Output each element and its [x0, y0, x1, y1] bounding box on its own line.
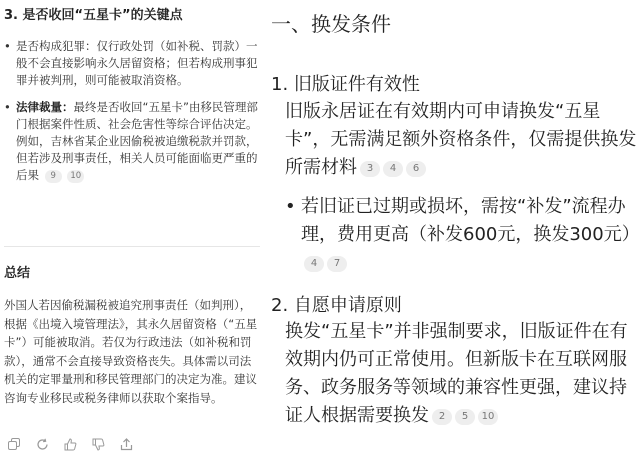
- item-text: [285, 318, 640, 430]
- key-points-list: [4, 38, 262, 184]
- citation-badge[interactable]: 10: [478, 409, 498, 425]
- copy-icon[interactable]: [6, 436, 22, 452]
- sub-bullet-text: 若旧证已过期或损坏，需按“补发”流程办理，费用更高（补发600元，换发300元）: [301, 196, 640, 245]
- item-title: 2. 自愿申请原则: [271, 295, 402, 316]
- citation-badge[interactable]: 9: [45, 170, 62, 183]
- citation-badge[interactable]: 5: [455, 409, 475, 425]
- left-panel: [0, 0, 265, 469]
- bullet-text: 是否构成犯罪：仅行政处罚（如补税、罚款）一般不会直接影响永久居留资格；但若构成刑事犯罪并被判刑，则可能被取消资格。: [16, 39, 258, 87]
- right-panel: [271, 0, 640, 469]
- message-actions: [6, 436, 134, 452]
- citation-badge[interactable]: 10: [67, 170, 84, 183]
- citation-badge[interactable]: 2: [432, 409, 452, 425]
- summary-text: 外国人若因偷税漏税被追究刑事责任（如判刑），根据《出境入境管理法》，其永久居留资格（“五星卡”）可能被取消。若仅为行政违法（如补税和罚款），通常不会直接导致资格丧失。具体需以司法机关的定罪量刑和移民管理部门的决定为准。建议咨询专业移民或税务律师以获取个案指导。: [4, 298, 258, 405]
- citation-badge[interactable]: 6: [406, 161, 426, 177]
- item-title: 1. 旧版证件有效性: [271, 74, 420, 95]
- list-item: [4, 99, 262, 184]
- share-icon[interactable]: [118, 436, 134, 452]
- sub-bullet: [285, 193, 640, 277]
- list-item: [4, 38, 262, 89]
- thumb-up-icon[interactable]: [62, 436, 78, 452]
- divider: [4, 246, 260, 247]
- citation-badge[interactable]: 7: [327, 256, 347, 272]
- item-body: 旧版永居证在有效期内可申请换发“五星卡”，无需满足额外资格条件，仅需提供换发所需材料: [285, 101, 637, 178]
- page-heading: 一、换发条件: [271, 12, 391, 36]
- citation-badge[interactable]: 4: [304, 256, 324, 272]
- bullet-text: 最终是否收回“五星卡”由移民管理部门根据案件性质、社会危害性等综合评估决定。例如，吉林省某企业因偷税被追缴税款并罚款，但若涉及刑事责任，相关人员可能面临更严重的后果: [16, 100, 258, 182]
- summary-title: 总结: [4, 266, 31, 281]
- thumb-down-icon[interactable]: [90, 436, 106, 452]
- bullet-bold-label: 法律裁量：: [16, 100, 74, 114]
- section-title: 3. 是否收回“五星卡”的关键点: [4, 8, 183, 23]
- refresh-icon[interactable]: [34, 436, 50, 452]
- citation-badge[interactable]: 3: [360, 161, 380, 177]
- item-body: 换发“五星卡”并非强制要求，旧版证件在有效期内仍可正常使用。但新版卡在互联网服务、政务服务等领域的兼容性更强，建议持证人根据需要换发: [285, 321, 628, 426]
- citation-badge[interactable]: 4: [383, 161, 403, 177]
- item-text: [285, 98, 640, 182]
